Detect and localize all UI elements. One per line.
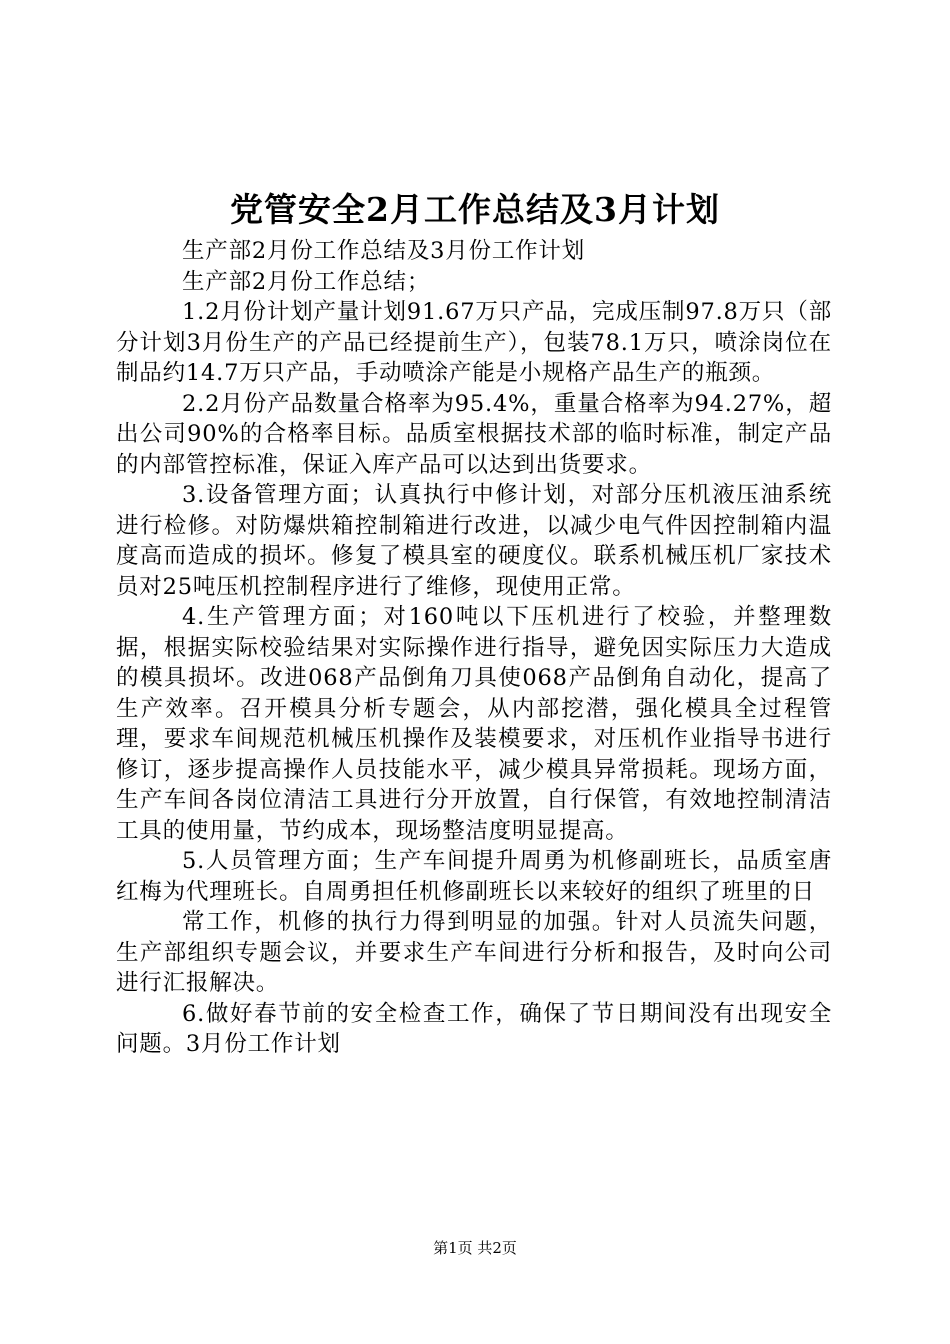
paragraph: 5.人员管理方面；生产车间提升周勇为机修副班长，品质室唐红梅为代理班长。自周勇担任机修副班长以来较好的组织了班里的日: [116, 848, 832, 905]
page-number: 第1页 共2页: [433, 1239, 517, 1257]
document-body: [116, 236, 832, 1060]
document-title: 党管安全2月工作总结及3月计划: [230, 190, 720, 229]
paragraph: 1.2月份计划产量计划91.67万只产品，完成压制97.8万只（部分计划3月份生产的产品已经提前生产），包装78.1万只，喷涂岗位在制品约14.7万只产品，手动喷涂产能是小规格产品生产的瓶颈。: [116, 299, 832, 386]
paragraph: 常工作，机修的执行力得到明显的加强。针对人员流失问题，生产部组织专题会议，并要求生产车间进行分析和报告，及时向公司进行汇报解决。: [116, 909, 832, 996]
paragraph: 生产部2月份工作总结；: [182, 268, 431, 295]
paragraph: 2.2月份产品数量合格率为95.4%，重量合格率为94.27%，超出公司90%的合格率目标。品质室根据技术部的临时标准，制定产品的内部管控标准，保证入库产品可以达到出货要求。: [116, 390, 832, 478]
paragraph: 3.设备管理方面；认真执行中修计划，对部分压机液压油系统进行检修。对防爆烘箱控制箱进行改进，以减少电气件因控制箱内温度高而造成的损坏。修复了模具室的硬度仪。联系机械压机厂家技术员对25吨压机控制程序进行了维修，现使用正常。: [116, 482, 832, 600]
paragraph: 生产部2月份工作总结及3月份工作计划: [182, 238, 586, 264]
paragraph: 6.做好春节前的安全检查工作，确保了节日期间没有出现安全问题。3月份工作计划: [116, 1000, 832, 1057]
paragraph: 4.生产管理方面；对160吨以下压机进行了校验，并整理数据，根据实际校验结果对实际操作进行指导，避免因实际压力大造成的模具损坏。改进068产品倒角刀具使068产品倒角自动化，提高了生产效率。召开模具分析专题会，从内部挖潜，强化模具全过程管理，要求车间规范机械压机操作及装模要求，对压机作业指导书进行修订，逐步提高操作人员技能水平，减少模具异常损耗。现场方面，生产车间各岗位清洁工具进行分开放置，自行保管，有效地控制清洁工具的使用量，节约成本，现场整洁度明显提高。: [116, 604, 832, 844]
